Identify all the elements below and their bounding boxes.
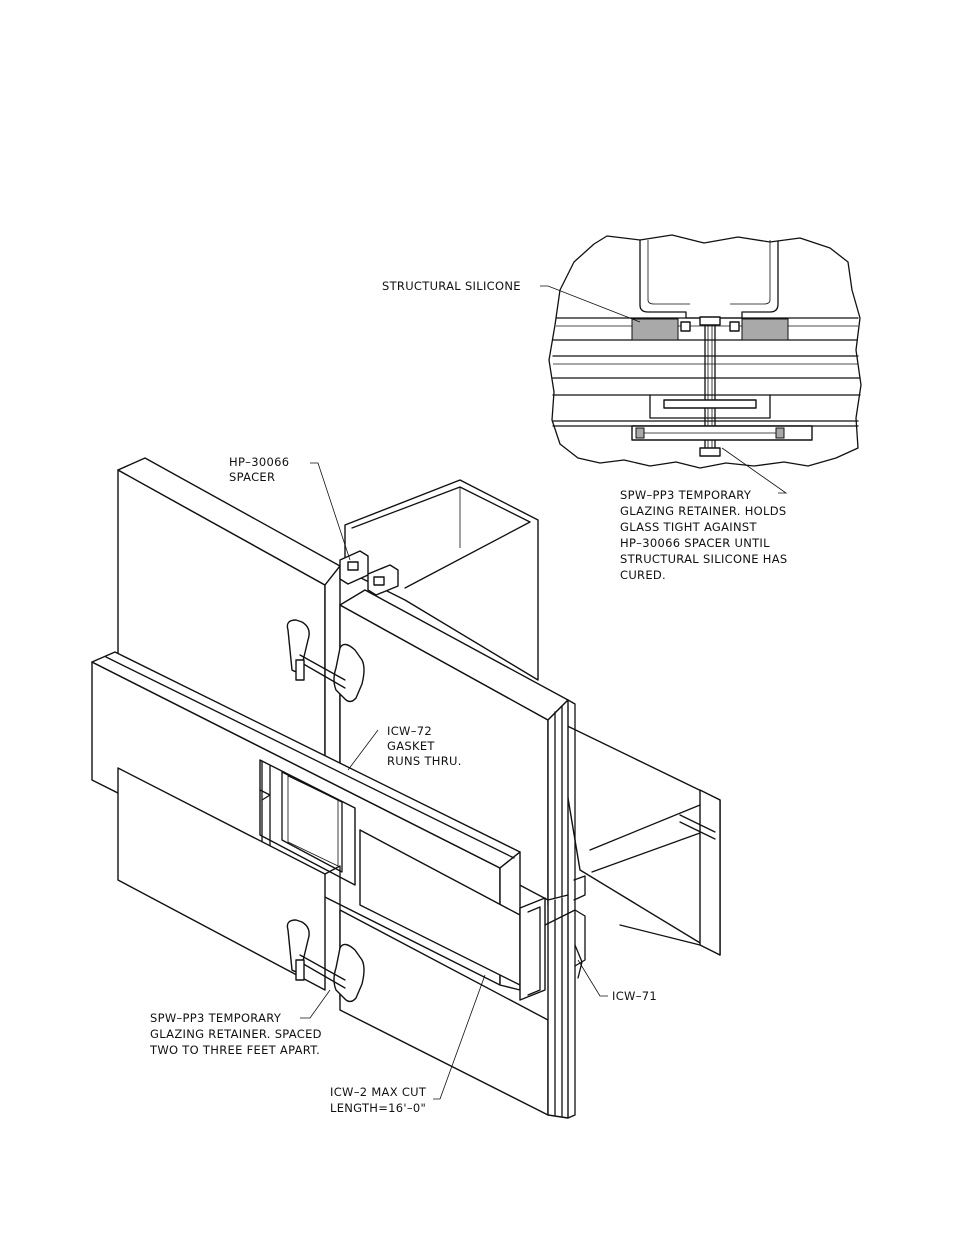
structural-silicone-right xyxy=(742,319,788,340)
label-icw2-line1: ICW–2 MAX CUT xyxy=(330,1085,427,1099)
label-gasket-line1: ICW–72 xyxy=(387,724,432,738)
label-spacer-line1: HP–30066 xyxy=(229,455,290,469)
label-icw2-line2: LENGTH=16'–0" xyxy=(330,1101,427,1115)
label-retainer-top-line6: CURED. xyxy=(620,568,667,582)
structural-silicone-left xyxy=(632,319,678,340)
label-retainer-top-line4: HP–30066 SPACER UNTIL xyxy=(620,536,770,550)
label-spacer-line2: SPACER xyxy=(229,470,276,484)
section-detail-inset xyxy=(549,235,861,468)
label-retainer-top-line1: SPW–PP3 TEMPORARY xyxy=(620,488,752,502)
label-icw71: ICW–71 xyxy=(612,989,657,1003)
label-gasket-line2: GASKET xyxy=(387,739,435,753)
label-retainer-bottom-line2: GLAZING RETAINER. SPACED xyxy=(150,1027,322,1041)
label-structural-silicone: STRUCTURAL SILICONE xyxy=(382,279,521,293)
label-retainer-top-line3: GLASS TIGHT AGAINST xyxy=(620,520,757,534)
horizontal-steel-tube xyxy=(555,720,720,955)
label-retainer-bottom-line3: TWO TO THREE FEET APART. xyxy=(150,1043,321,1057)
label-retainer-bottom-line1: SPW–PP3 TEMPORARY xyxy=(150,1011,282,1025)
label-retainer-top-line2: GLAZING RETAINER. HOLDS xyxy=(620,504,787,518)
label-retainer-top-line5: STRUCTURAL SILICONE HAS xyxy=(620,552,788,566)
label-gasket-line3: RUNS THRU. xyxy=(387,754,462,768)
